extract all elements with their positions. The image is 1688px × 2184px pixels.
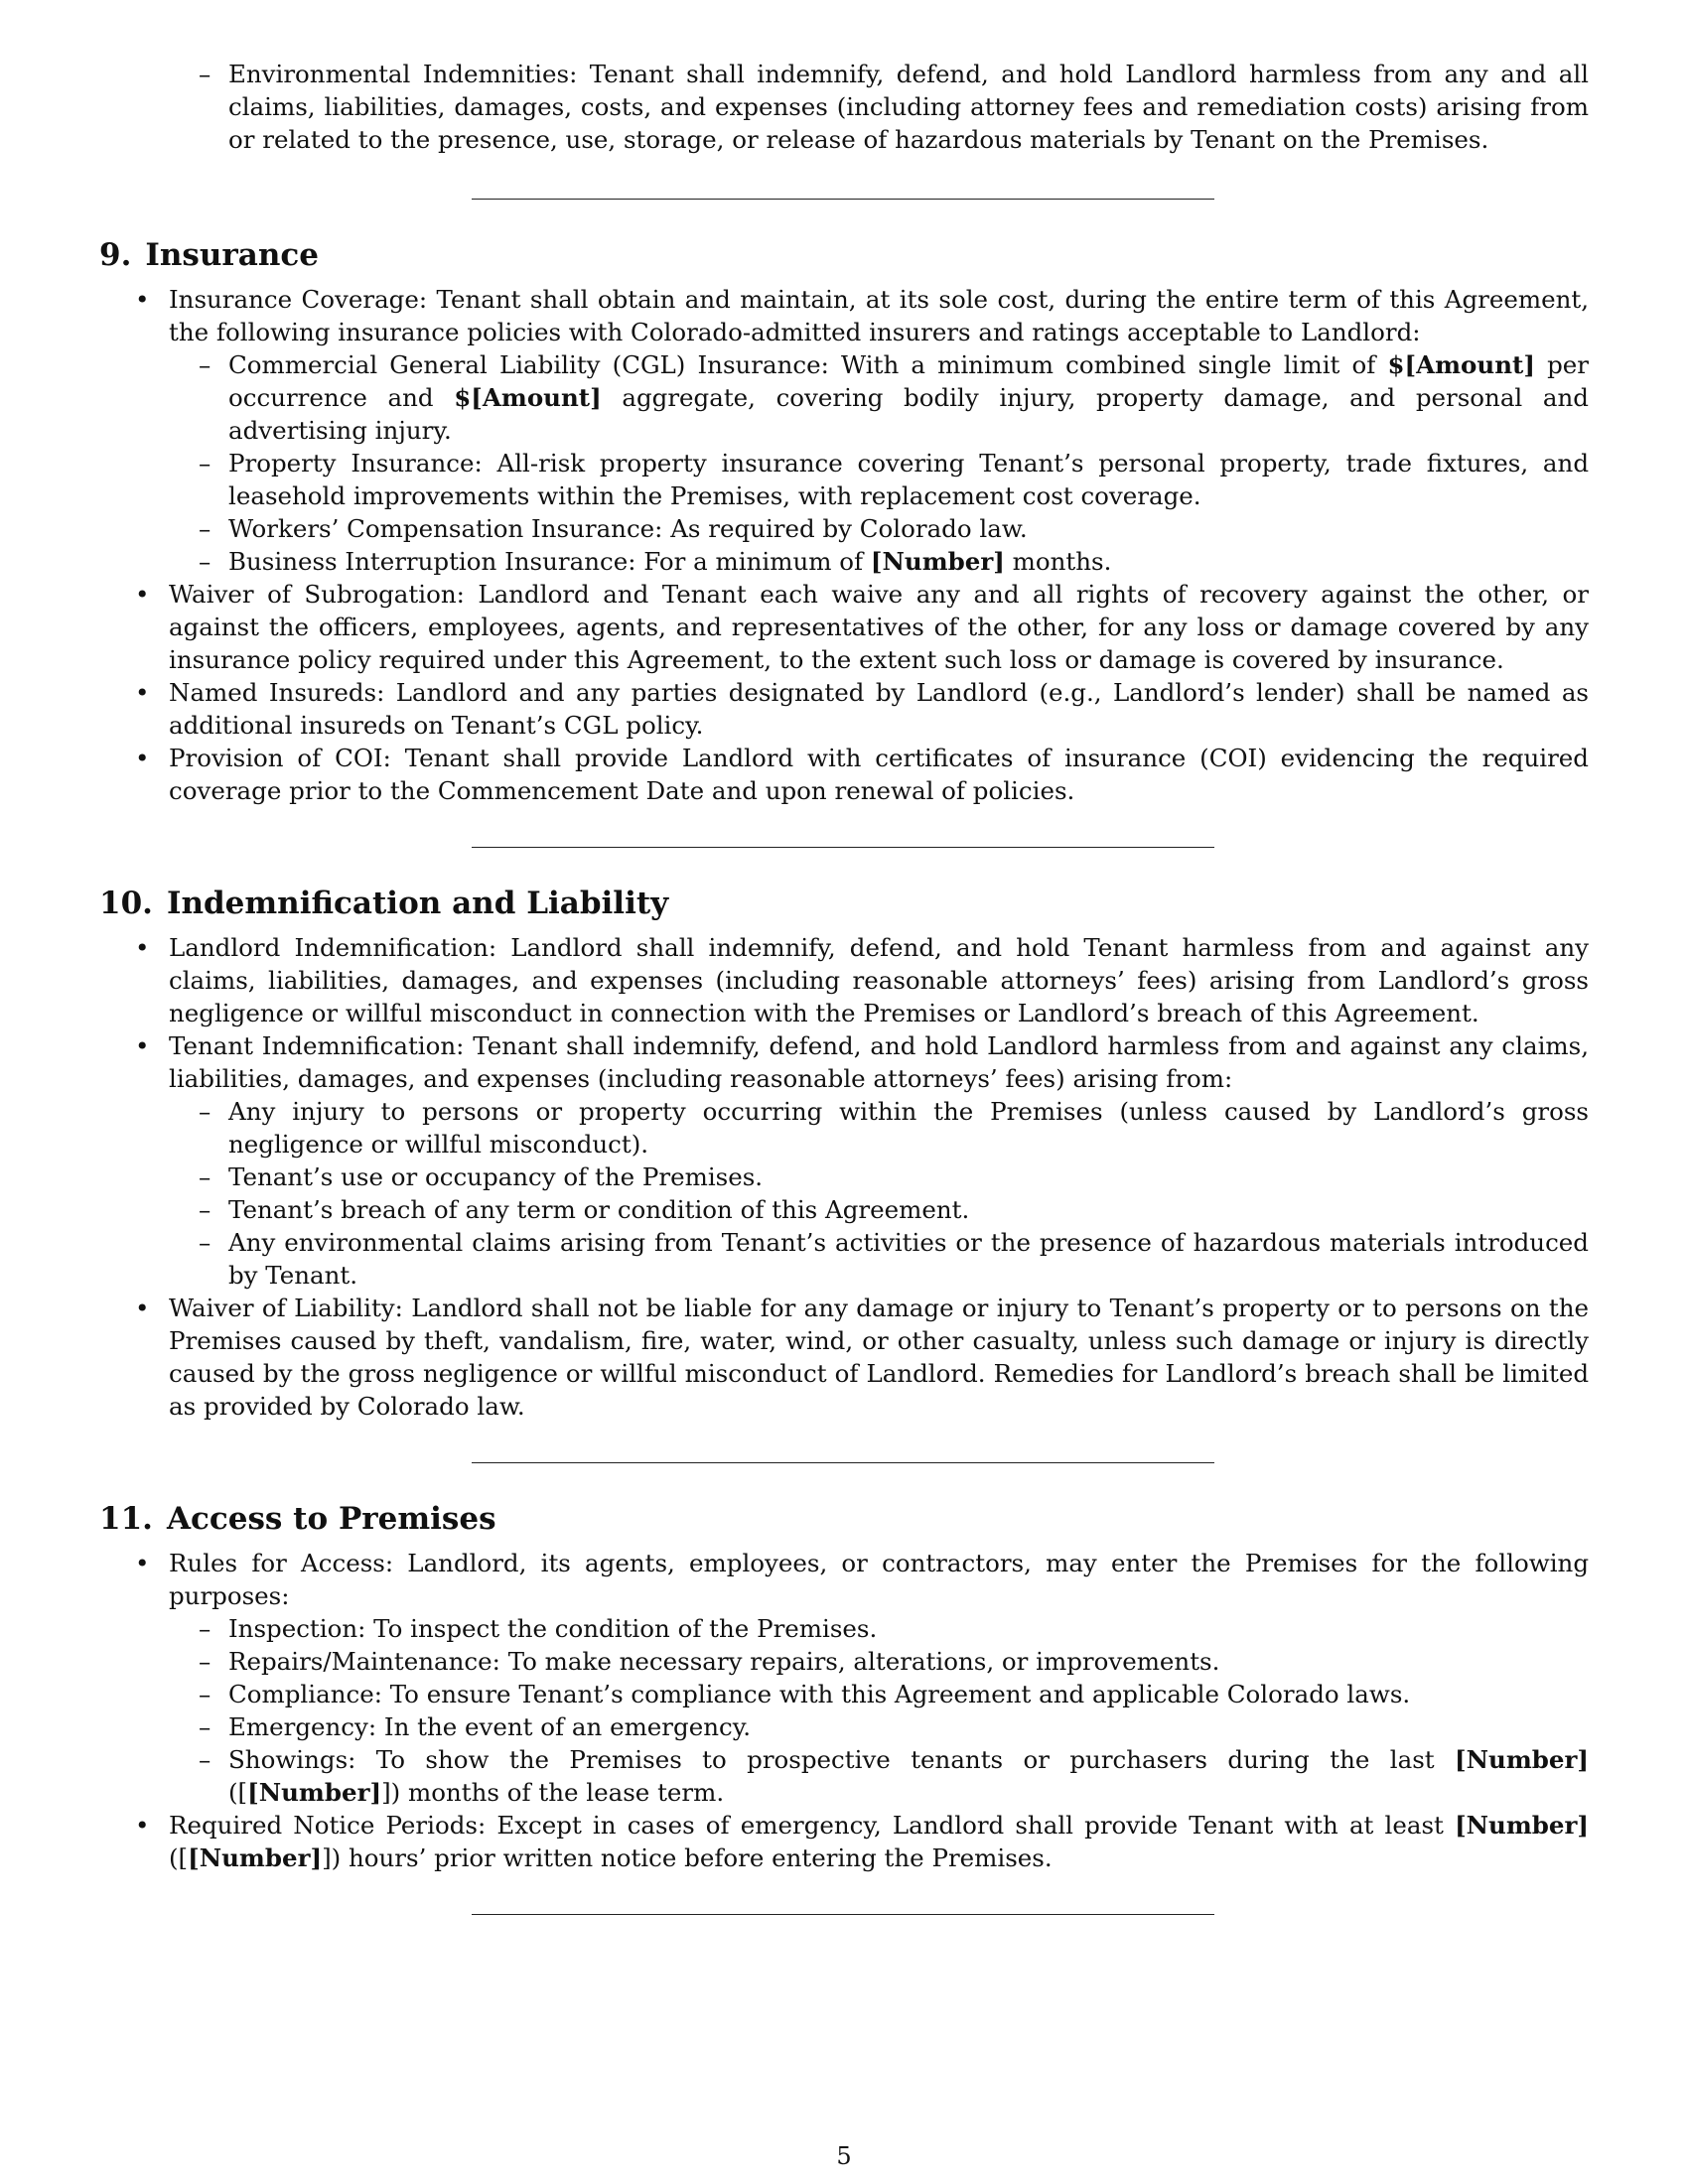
- dash-marker: –: [199, 1097, 211, 1126]
- section-heading-insurance: 9. Insurance: [99, 237, 319, 273]
- dash-marker: –: [199, 1614, 211, 1643]
- list-item: – Compliance: To ensure Tenant’s compliance with this Agreement and applicable Colorado laws.: [199, 1680, 1411, 1708]
- list-item: • Waiver of Liability: Landlord shall not be liable for any damage or injury to Tenant’s property or to persons on the Premises caused by theft, vandalism, fire, water, wind, or other casualty, unless such damage or injury is directly caused by the gross negligence or willful misconduct of Landlord. Remedies for Landlord’s breach shall be limited as provided by Colorado law.: [135, 1294, 1589, 1421]
- list-item: • Provision of COI: Tenant shall provide Landlord with certificates of insurance (COI) evidencing the required coverage prior to the Commencement Date and upon renewal of policies.: [135, 744, 1589, 805]
- list-item: – Any injury to persons or property occurring within the Premises (unless caused by Landlord’s gross negligence or willful misconduct).: [199, 1097, 1589, 1159]
- list-item: • Required Notice Periods: Except in cases of emergency, Landlord shall provide Tenant with at least [Number] ([[Number]]) hours’ prior written notice before entering the Premises.: [135, 1811, 1590, 1872]
- dash-marker: –: [199, 1745, 211, 1774]
- number-placeholder: [Number]: [1455, 1811, 1590, 1840]
- list-item: – Emergency: In the event of an emergency.: [199, 1712, 752, 1741]
- dash-marker: –: [199, 60, 211, 88]
- list-item: – Business Interruption Insurance: For a minimum of [Number] months.: [199, 547, 1112, 576]
- section-divider: [472, 847, 1214, 848]
- list-item: • Landlord Indemnification: Landlord shall indemnify, defend, and hold Tenant harmless from and against any claims, liabilities, damages, and expenses (including reasonable attorneys’ fees) arising from Landlord’s gross negligence or willful misconduct in connection with the Premises or Landlord’s breach of this Agreement.: [135, 933, 1589, 1027]
- dash-marker: –: [199, 547, 211, 576]
- env-indemnities-text: Environmental Indemnities: Tenant shall indemnify, defend, and hold Landlord harmless from any and all claims, liabilities, damages, costs, and expenses (including attorney fees and remediation costs) arising from or related to the presence, use, storage, or release of hazardous materials by Tenant on the Premises.: [228, 60, 1589, 154]
- bullet-marker: •: [135, 744, 150, 772]
- page-number: 5: [836, 2142, 852, 2170]
- number-placeholder: [Number]: [247, 1778, 382, 1807]
- list-item: [99, 58, 1589, 156]
- dash-marker: –: [199, 1647, 211, 1676]
- list-item: – Repairs/Maintenance: To make necessary repairs, alterations, or improvements.: [199, 1647, 1220, 1676]
- bullet-marker: •: [135, 285, 150, 314]
- section-heading-access: 11. Access to Premises: [99, 1501, 496, 1537]
- bullet-marker: •: [135, 933, 150, 962]
- amount-placeholder: $[Amount]: [1387, 350, 1535, 379]
- dash-marker: –: [199, 1680, 211, 1708]
- section-divider: [472, 1462, 1214, 1463]
- bullet-marker: •: [135, 1294, 150, 1322]
- list-item: – Property Insurance: All-risk property insurance covering Tenant’s personal property, trade fixtures, and leasehold improvements within the Premises, with replacement cost coverage.: [199, 449, 1589, 510]
- list-item: • Tenant Indemnification: Tenant shall indemnify, defend, and hold Landlord harmless from and against any claims, liabilities, damages, and expenses (including reasonable attorneys’ fees) arising from:: [135, 1031, 1589, 1093]
- dash-marker: –: [199, 350, 211, 379]
- list-item: – Inspection: To inspect the condition of the Premises.: [199, 1614, 878, 1643]
- list-item: • Waiver of Subrogation: Landlord and Tenant each waive any and all rights of recovery against the other, or against the officers, employees, agents, and representatives of the other, for any loss or damage covered by any insurance policy required under this Agreement, to the extent such loss or damage is covered by insurance.: [135, 580, 1589, 674]
- dash-marker: –: [199, 1228, 211, 1257]
- section-heading-indemnification: 10. Indemnification and Liability: [99, 886, 669, 921]
- list-item: – Workers’ Compensation Insurance: As required by Colorado law.: [199, 514, 1028, 543]
- list-item: • Rules for Access: Landlord, its agents, employees, or contractors, may enter the Premises for the following purposes:: [135, 1549, 1589, 1610]
- section-divider: [472, 199, 1214, 200]
- number-placeholder: [Number]: [188, 1843, 323, 1872]
- dash-marker: –: [199, 1195, 211, 1224]
- dash-marker: –: [199, 514, 211, 543]
- list-item: – Commercial General Liability (CGL) Insurance: With a minimum combined single limit of $[Amount] per occurrence and $[Amount] aggregate, covering bodily injury, property damage, and personal and advertising injury.: [199, 350, 1589, 445]
- list-item: • Named Insureds: Landlord and any parties designated by Landlord (e.g., Landlord’s lender) shall be named as additional insureds on Tenant’s CGL policy.: [135, 678, 1589, 740]
- dash-marker: –: [199, 1712, 211, 1741]
- bullet-marker: •: [135, 580, 150, 609]
- list-item: – Tenant’s breach of any term or condition of this Agreement.: [199, 1195, 970, 1224]
- bullet-marker: •: [135, 1031, 150, 1060]
- document-page: [99, 58, 1589, 1915]
- section-divider: [472, 1914, 1214, 1915]
- list-item: – Tenant’s use or occupancy of the Premises.: [199, 1162, 764, 1191]
- number-placeholder: [Number]: [1455, 1745, 1589, 1774]
- dash-marker: –: [199, 449, 211, 478]
- list-item: • Insurance Coverage: Tenant shall obtain and maintain, at its sole cost, during the entire term of this Agreement, the following insurance policies with Colorado-admitted insurers and ratings acceptable to Landlord:: [135, 285, 1589, 346]
- amount-placeholder: $[Amount]: [454, 383, 602, 412]
- bullet-marker: •: [135, 678, 150, 707]
- bullet-marker: •: [135, 1549, 150, 1577]
- list-item: – Showings: To show the Premises to prospective tenants or purchasers during the last [Number] ([[Number]]) months of the lease term.: [199, 1745, 1589, 1807]
- bullet-marker: •: [135, 1811, 150, 1840]
- dash-marker: –: [199, 1162, 211, 1191]
- list-item: – Any environmental claims arising from Tenant’s activities or the presence of hazardous materials introduced by Tenant.: [199, 1228, 1589, 1290]
- number-placeholder: [Number]: [870, 547, 1005, 576]
